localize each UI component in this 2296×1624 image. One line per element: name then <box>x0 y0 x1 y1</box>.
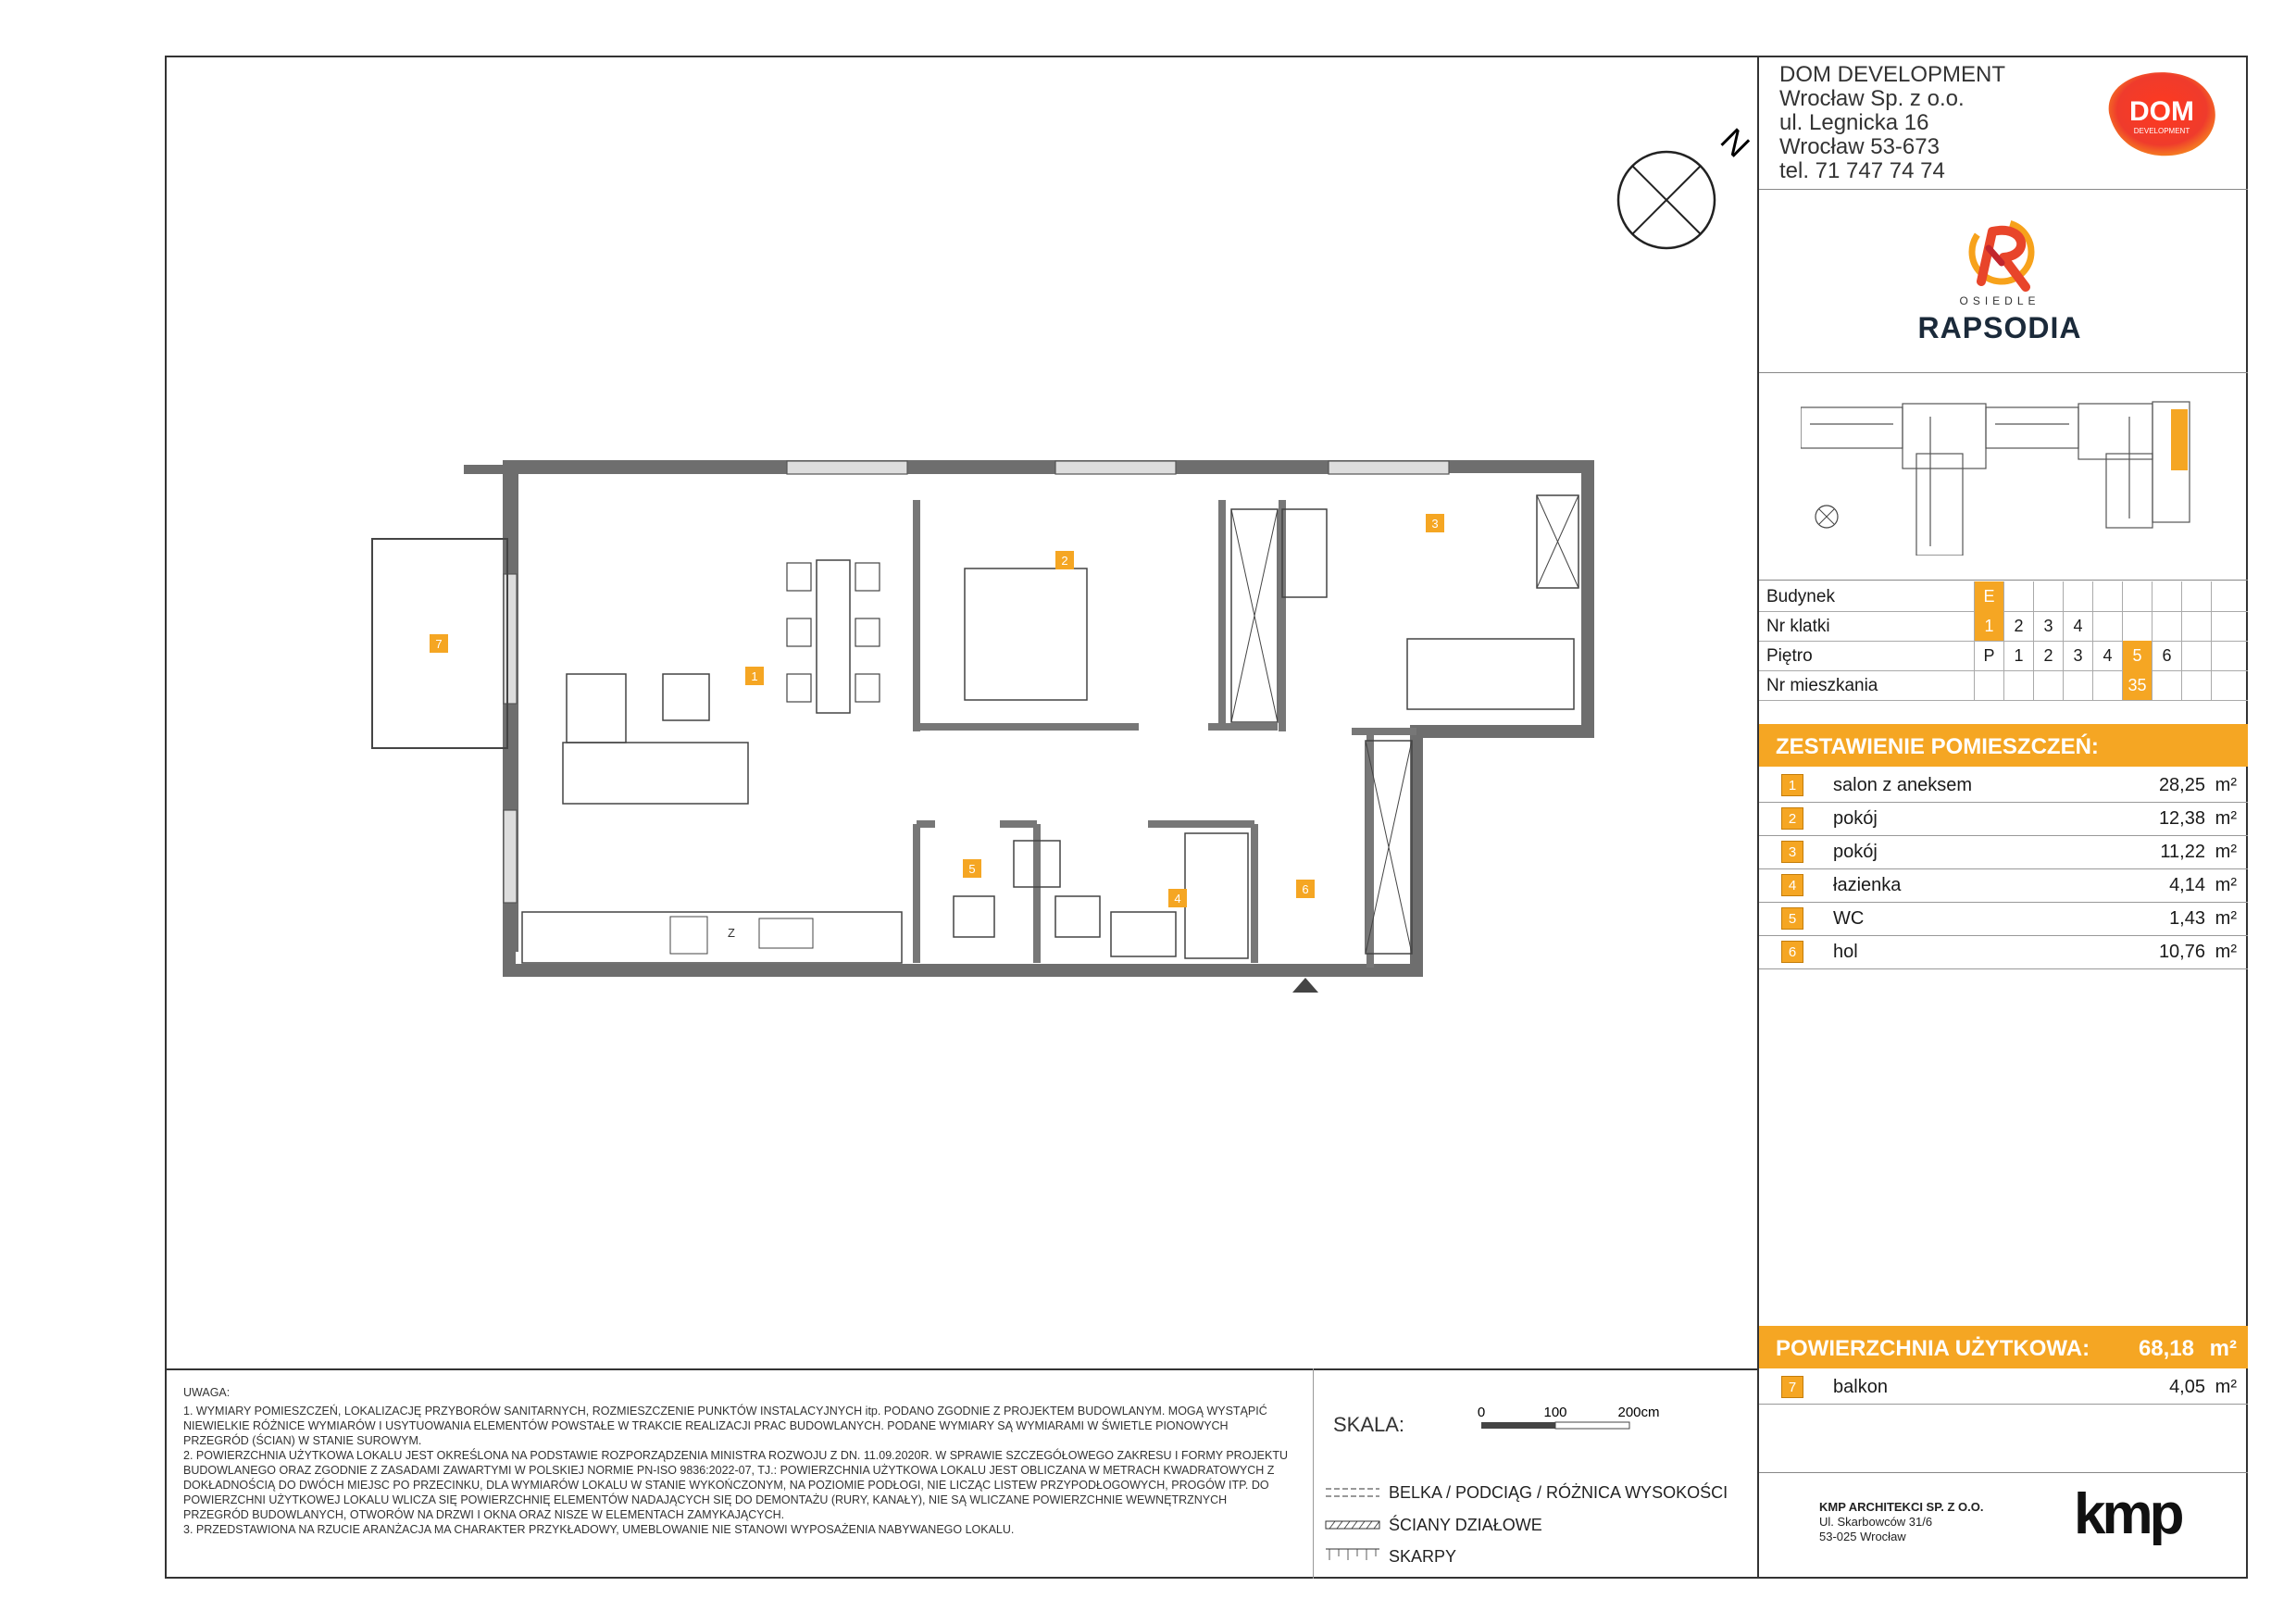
klatka-row <box>1759 611 2248 642</box>
desk-icon <box>1282 509 1327 597</box>
title-divider-1 <box>1759 189 2248 190</box>
balkon-row <box>1759 1370 2248 1405</box>
pietro-label: Piętro <box>1766 646 1813 666</box>
notes-title: UWAGA: <box>183 1386 231 1399</box>
plan-label-6: 6 <box>1302 882 1309 896</box>
empty-cell <box>2211 670 2240 700</box>
balkon-area: 4,05 <box>2169 1377 2205 1397</box>
scale-label: SKALA: <box>1333 1413 1405 1436</box>
room-row <box>1759 768 2248 803</box>
plan-label-5: 5 <box>968 862 976 876</box>
pietro-row <box>1759 641 2248 671</box>
room-name: hol <box>1833 942 1858 962</box>
klatka-value-1: 1 <box>1974 611 2003 641</box>
total-area-unit: m² <box>2209 1336 2237 1361</box>
plan-label-7: 7 <box>435 637 443 651</box>
pietro-value-5: 5 <box>2122 641 2152 670</box>
notes-block <box>183 1385 1294 1537</box>
empty-cell <box>2003 670 2033 700</box>
single-bed-icon <box>1407 639 1574 709</box>
company-info <box>1779 63 2005 183</box>
legend-beam-icon <box>1324 1486 1381 1499</box>
room-badge: 2 <box>1781 807 1803 830</box>
rapsodia-small-text: OSIEDLE <box>1959 294 2040 307</box>
klatka-label: Nr klatki <box>1766 617 1830 636</box>
empty-cell <box>2092 670 2122 700</box>
room-row <box>1759 902 2248 936</box>
top-windows <box>787 461 1449 474</box>
note-item: 1. WYMIARY POMIESZCZEŃ, LOKALIZACJĘ PRZYBORÓW SANITARNYCH, ROZMIESZCZENIE PUNKTÓW INSTALACYJNYCH itp. PODANO ZGODNIE Z PROJEKTEM BUDOWLANYM. MOGĄ WYSTĄPIĆ NIEWIELKIE RÓŻNICE WYMIARÓW I USYTUOWANIA ELEMENTÓW POWSTAŁE W TRAKCIE REALIZACJI PRAC BUDOWLANYCH. PODANE WYMIARY SĄ WYMIARAMI W ŚWIETLE PIONOWYCH PRZEGRÓD (ŚCIAN) W STANIE SUROWYM. <box>183 1405 1267 1447</box>
empty-cell <box>2003 581 2033 611</box>
dining-table-icon <box>817 560 850 713</box>
legend-beam: BELKA / PODCIĄG / RÓŻNICA WYSOKOŚCI <box>1389 1483 1728 1502</box>
balkon-badge: 7 <box>1781 1376 1803 1398</box>
dom-logo-text: DOM <box>2129 96 2194 127</box>
kmp-logo: kmp <box>2074 1482 2181 1546</box>
toilet-icon <box>1055 896 1100 937</box>
bathtub-icon <box>1185 833 1248 958</box>
empty-cell <box>2033 581 2063 611</box>
building-key-plan <box>1801 398 2227 556</box>
rapsodia-logo <box>1916 215 2083 363</box>
klatka-value-2: 2 <box>2003 611 2033 641</box>
scale-tick-100: 100 <box>1543 1405 1567 1420</box>
room-area: 11,22 <box>2160 842 2205 862</box>
balkon-name: balkon <box>1833 1377 1888 1397</box>
outer-walls <box>509 467 1588 970</box>
empty-cell <box>2122 581 2152 611</box>
empty-cell <box>2063 581 2092 611</box>
company-line2: Wrocław Sp. z o.o. <box>1779 86 1965 111</box>
sink-icon <box>759 918 813 948</box>
pietro-value-p: P <box>1974 641 2003 670</box>
legend-slope-icon <box>1324 1547 1381 1562</box>
dining-chairs <box>787 563 880 702</box>
empty-cell <box>2122 611 2152 641</box>
empty-cell <box>2211 641 2240 670</box>
total-area-bar <box>1759 1326 2248 1368</box>
rapsodia-emblem-icon <box>1916 215 2083 307</box>
room-row <box>1759 935 2248 969</box>
balkon-unit: m² <box>2215 1377 2237 1397</box>
scale-tick-0: 0 <box>1477 1405 1486 1420</box>
room-badge: 4 <box>1781 874 1803 896</box>
room-unit: m² <box>2215 875 2237 895</box>
scale-tick-200: 200cm <box>1617 1405 1660 1420</box>
company-city: Wrocław 53-673 <box>1779 134 1940 159</box>
empty-cell <box>2152 670 2181 700</box>
total-area-label: POWIERZCHNIA UŻYTKOWA: <box>1776 1336 2090 1361</box>
empty-cell <box>2211 581 2240 611</box>
room-badge: 3 <box>1781 841 1803 863</box>
pietro-value-2: 2 <box>2033 641 2063 670</box>
room-row <box>1759 868 2248 903</box>
empty-cell <box>2152 611 2181 641</box>
pietro-value-6: 6 <box>2152 641 2181 670</box>
pietro-value-3: 3 <box>2063 641 2092 670</box>
room-row <box>1759 802 2248 836</box>
coffee-table-icon <box>663 674 709 720</box>
note-item: 2. POWIERZCHNIA UŻYTKOWA LOKALU JEST OKREŚLONA NA PODSTAWIE ROZPORZĄDZENIA MINISTRA ROZWOJU Z DN. 11.09.2020R. W SPRAWIE SZCZEGÓŁOWEGO ZAKRESU I FORMY PROJEKTU BUDOWLANEGO ORAZ ZGODNIE Z ZASADAMI ZAWARTYMI W POLSKIEJ NORMIE PN-ISO 9836:2022-07, TJ.: POWIERZCHNIA UŻYTKOWA LOKALU JEST OBLICZANA W METRACH KWADRATOWYCH Z DOKŁADNOŚCIĄ DO DWÓCH MIEJSC PO PRZECINKU, DLA WYMIARÓW LOKALU W STANIE WYKOŃCZONYM, NA POZIOMIE PODŁOGI, NIE LICZĄC LISTEW PRZYPODŁOGOWYCH, PROGÓW ITP. DO POWIERZCHNI UŻYTKOWEJ LOKALU WLICZA SIĘ POWIERZCHNIĘ ELEMENTÓW NADAJĄCYCH SIĘ DO DEMONTAŻU (RURY, KANAŁY), NIE SĄ WLICZANE POWIERZCHNIE WEWNĘTRZNYCH PRZEGRÓD BUDOWLANYCH, OTWORÓW NA DRZWI I OKNA ORAZ NISZE W ELEMENTACH ZAMYKAJĄCYCH. <box>183 1449 1289 1521</box>
entrance-marker-icon <box>1292 978 1318 993</box>
budynek-row <box>1759 581 2248 612</box>
title-divider-3 <box>1759 580 2248 581</box>
company-street: ul. Legnicka 16 <box>1779 110 1929 135</box>
notes-scale-divider <box>1313 1368 1314 1579</box>
room-name: pokój <box>1833 842 1878 862</box>
dom-development-logo <box>2100 67 2224 159</box>
highlight-flat-marker <box>2171 409 2188 470</box>
room-name: salon z aneksem <box>1833 775 1973 795</box>
sofa-chaise-icon <box>567 674 626 743</box>
empty-cell <box>2033 670 2063 700</box>
legend-wall-icon <box>1324 1519 1381 1530</box>
total-area-value: 68,18 <box>2138 1336 2194 1361</box>
pietro-value-1: 1 <box>2003 641 2033 670</box>
plan-label-2: 2 <box>1061 554 1068 568</box>
mieszkanie-row <box>1759 670 2248 701</box>
klatka-value-4: 4 <box>2063 611 2092 641</box>
rooms-header-text: ZESTAWIENIE POMIESZCZEŃ: <box>1776 734 2099 759</box>
empty-cell <box>1974 670 2003 700</box>
empty-cell <box>2063 670 2092 700</box>
note-item: 3. PRZEDSTAWIONA NA RZUCIE ARANŻACJA MA CHARAKTER PRZYKŁADOWY, UMEBLOWANIE NIE STANOWI WYPOSAŻENIA NABYWANEGO LOKALU. <box>183 1523 1015 1536</box>
notes-divider <box>165 1368 1759 1370</box>
empty-cell <box>2181 581 2211 611</box>
north-arrow-icon <box>1611 111 1759 259</box>
room-name: łazienka <box>1833 875 1902 895</box>
rapsodia-big-text: RAPSODIA <box>1917 311 2082 344</box>
klatka-value-3: 3 <box>2033 611 2063 641</box>
room-area: 4,14 <box>2169 875 2205 895</box>
cooktop-icon <box>670 917 707 954</box>
scale-bar <box>1472 1400 1676 1437</box>
room-badge: 5 <box>1781 907 1803 930</box>
empty-cell <box>2092 611 2122 641</box>
room-badge: 1 <box>1781 774 1803 796</box>
rooms-header <box>1759 724 2248 767</box>
room-area: 10,76 <box>2158 942 2205 962</box>
empty-cell <box>2092 581 2122 611</box>
room-area: 1,43 <box>2169 908 2205 929</box>
sofa-icon <box>563 743 748 804</box>
floor-plan <box>352 444 1629 1018</box>
title-divider-2 <box>1759 372 2248 373</box>
plan-label-3: 3 <box>1431 517 1439 531</box>
kitchen-counter <box>522 912 902 963</box>
budynek-label: Budynek <box>1766 587 1835 606</box>
budynek-value: E <box>1974 581 2003 611</box>
room-row <box>1759 835 2248 869</box>
wc-toilet-icon <box>954 896 994 937</box>
mieszkanie-label: Nr mieszkania <box>1766 676 1878 695</box>
empty-cell <box>2152 581 2181 611</box>
bed-icon <box>965 568 1087 700</box>
architect-city: 53-025 Wrocław <box>1819 1530 1906 1543</box>
washbasin-icon <box>1111 912 1176 956</box>
room-area: 28,25 <box>2158 775 2205 795</box>
dom-logo-sub: DEVELOPMENT <box>2133 127 2190 135</box>
architect-info <box>1819 1500 1983 1544</box>
room-unit: m² <box>2215 842 2237 862</box>
empty-cell <box>2181 641 2211 670</box>
interior-walls <box>917 500 1416 968</box>
architect-street: Ul. Skarbowców 31/6 <box>1819 1515 1933 1529</box>
legend-partition-walls: ŚCIANY DZIAŁOWE <box>1389 1516 1542 1534</box>
empty-cell <box>2181 670 2211 700</box>
legend-slopes: SKARPY <box>1389 1547 1457 1566</box>
north-label: N <box>1713 120 1758 165</box>
pietro-value-4: 4 <box>2092 641 2122 670</box>
plan-label-4: 4 <box>1174 892 1181 906</box>
room-name: pokój <box>1833 808 1878 829</box>
company-phone: tel. 71 747 74 74 <box>1779 158 1945 183</box>
room-unit: m² <box>2215 942 2237 962</box>
empty-cell <box>2211 611 2240 641</box>
empty-cell <box>2181 611 2211 641</box>
mieszkanie-value: 35 <box>2122 670 2152 700</box>
company-name: DOM DEVELOPMENT <box>1779 62 2006 87</box>
room-area: 12,38 <box>2158 808 2205 829</box>
plan-label-1: 1 <box>751 669 758 683</box>
room-name: WC <box>1833 908 1865 929</box>
architect-name: KMP ARCHITEKCI SP. Z O.O. <box>1819 1500 1984 1514</box>
room-unit: m² <box>2215 775 2237 795</box>
room-badge: 6 <box>1781 941 1803 963</box>
title-divider-4 <box>1759 1472 2248 1473</box>
fridge-label: Z <box>728 926 735 940</box>
room-unit: m² <box>2215 808 2237 829</box>
room-unit: m² <box>2215 908 2237 929</box>
